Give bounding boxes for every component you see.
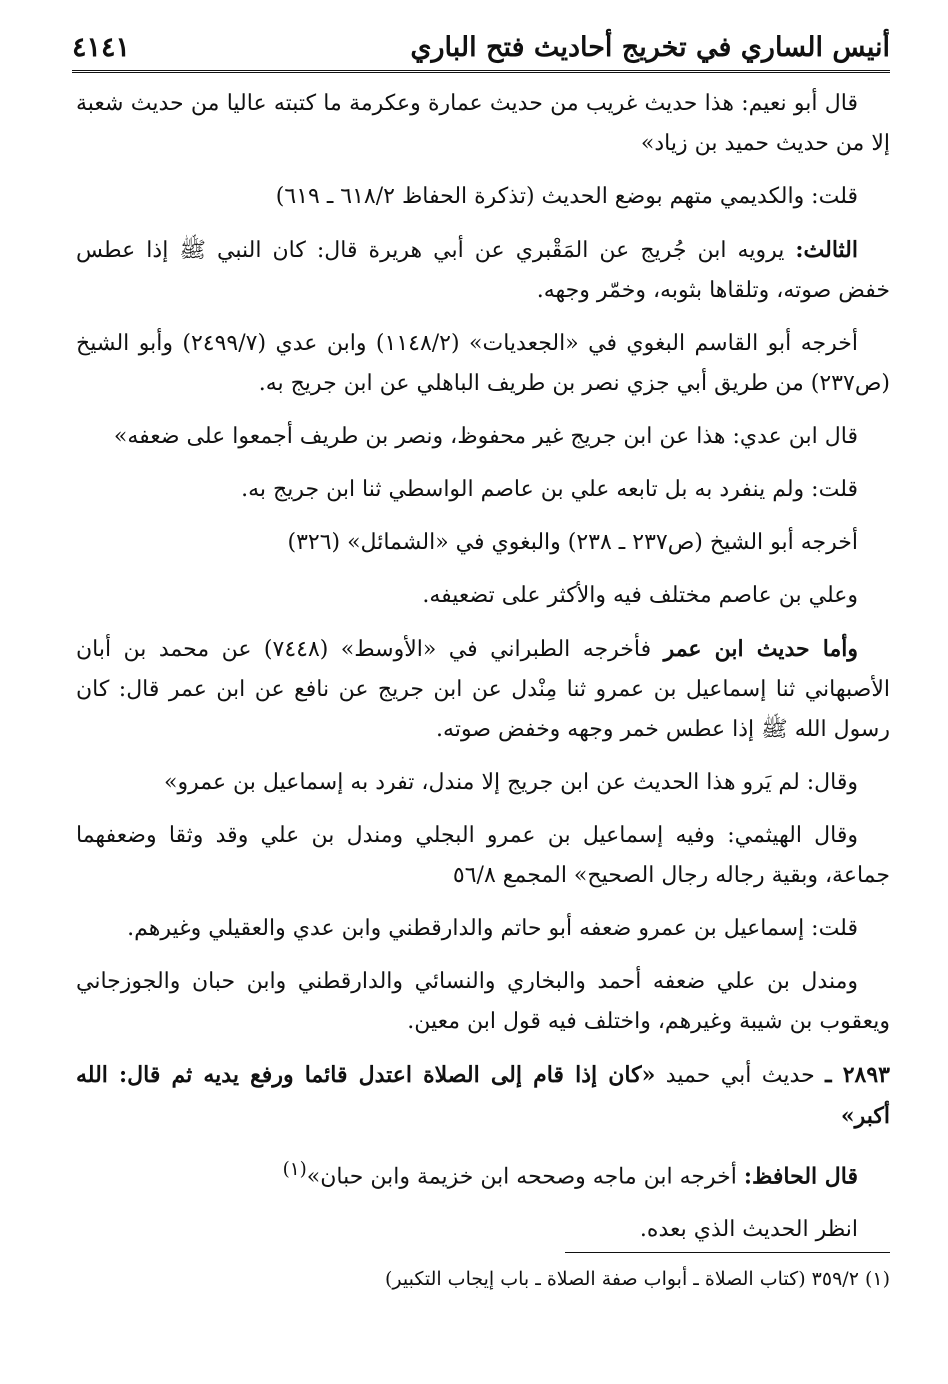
hafiz-text: أخرجه ابن ماجه وصححه ابن خزيمة وابن حبان» [306,1164,737,1190]
hadith-matn: «كان إذا قام إلى الصلاة اعتدل قائما ورفع يديه ثم قال: الله أكبر» [76,1062,890,1129]
hadith-entry-2893 [76,1055,890,1137]
paragraph-abu-nuaym: قال أبو نعيم: هذا حديث غريب من حديث عمارة وعكرمة ما كتبته عاليا من حديث شعبة إلا من حديث حميد بن زياد» [76,91,890,156]
footnote-rule [565,1252,890,1253]
page-body [76,84,890,1263]
hadith-intro: حديث أبي حميد [665,1063,815,1088]
third-label: الثالث: [795,237,858,263]
header-rule [72,70,890,73]
paragraph-ali-ibn-asim: وعلي بن عاصم مختلف فيه والأكثر على تضعيفه. [422,583,858,608]
third-text: يرويه ابن جُريج عن المَقْبري عن أبي هريرة قال: كان النبي ﷺ إذا عطس خفض صوته، وتلقاها بثوبه، وخمّر وجهه. [76,238,890,303]
ibn-umar-label: وأما حديث ابن عمر [663,636,859,662]
paragraph-not-alone: قلت: ولم ينفرد به بل تابعه علي بن عاصم الواسطي ثنا ابن جريج به. [241,477,858,502]
footnote: (١) ٣٥٩/٢ (كتاب الصلاة ـ أبواب صفة الصلاة ـ باب إيجاب التكبير) [384,1268,890,1290]
paragraph-see-next: انظر الحديث الذي بعده. [639,1217,858,1243]
paragraph-hafiz [76,1150,890,1197]
footnote-marker: (١) [282,1159,307,1180]
hadith-number: ٢٨٩٣ ـ [825,1062,890,1088]
hafiz-label: قال الحافظ: [743,1163,858,1190]
running-title: أنيس الساري في تخريج أحاديث فتح الباري [410,31,890,63]
paragraph-takhrij-baghawi: أخرجه أبو القاسم البغوي في «الجعديات» (١١٤٨/٢) وابن عدي (٢٤٩٩/٧) وأبو الشيخ (ص٢٣٧) من طريق أبي جزي نصر بن طريف الباهلي عن ابن جريج به. [76,331,890,396]
paragraph-ismail: قلت: إسماعيل بن عمرو ضعفه أبو حاتم والدارقطني وابن عدي والعقيلي وغيرهم. [127,916,858,941]
paragraph-ibn-adi: قال ابن عدي: هذا عن ابن جريج غير محفوظ، ونصر بن طريف أجمعوا على ضعفه» [113,424,858,449]
paragraph-haythami: وقال الهيثمي: وفيه إسماعيل بن عمرو البجلي ومندل بن علي وقد وثقا وضعفهما جماعة، وبقية رجاله رجال الصحيح» المجمع ٥٦/٨ [76,823,890,888]
paragraph-kudaymi: قلت: والكديمي متهم بوضع الحديث (تذكرة الحفاظ ٦١٨/٢ ـ ٦١٩) [275,184,858,209]
ibn-umar-text: فأخرجه الطبراني في «الأوسط» (٧٤٤٨) عن محمد بن أبان الأصبهاني ثنا إسماعيل بن عمرو ثنا مِنْدل عن ابن جريج عن نافع عن ابن عمر قال: كان رسول الله ﷺ إذا عطس خمر وجهه وخفض صوته. [76,637,890,742]
paragraph-ibn-umar [76,629,890,750]
paragraph-tabarani-comment: وقال: لم يَرو هذا الحديث عن ابن جريج إلا مندل، تفرد به إسماعيل بن عمرو» [164,770,858,795]
page-number: ٤١٤١ [72,31,131,63]
running-header [72,24,890,70]
paragraph-abu-shaykh: أخرجه أبو الشيخ (ص٢٣٧ ـ ٢٣٨) والبغوي في «الشمائل» (٣٢٦) [287,530,858,555]
paragraph-mandal: ومندل بن علي ضعفه أحمد والبخاري والنسائي والدارقطني وابن حبان والجوزجاني ويعقوب بن شيبة وغيرهم، واختلف فيه قول ابن معين. [76,969,890,1034]
paragraph-third-narration [76,230,890,311]
